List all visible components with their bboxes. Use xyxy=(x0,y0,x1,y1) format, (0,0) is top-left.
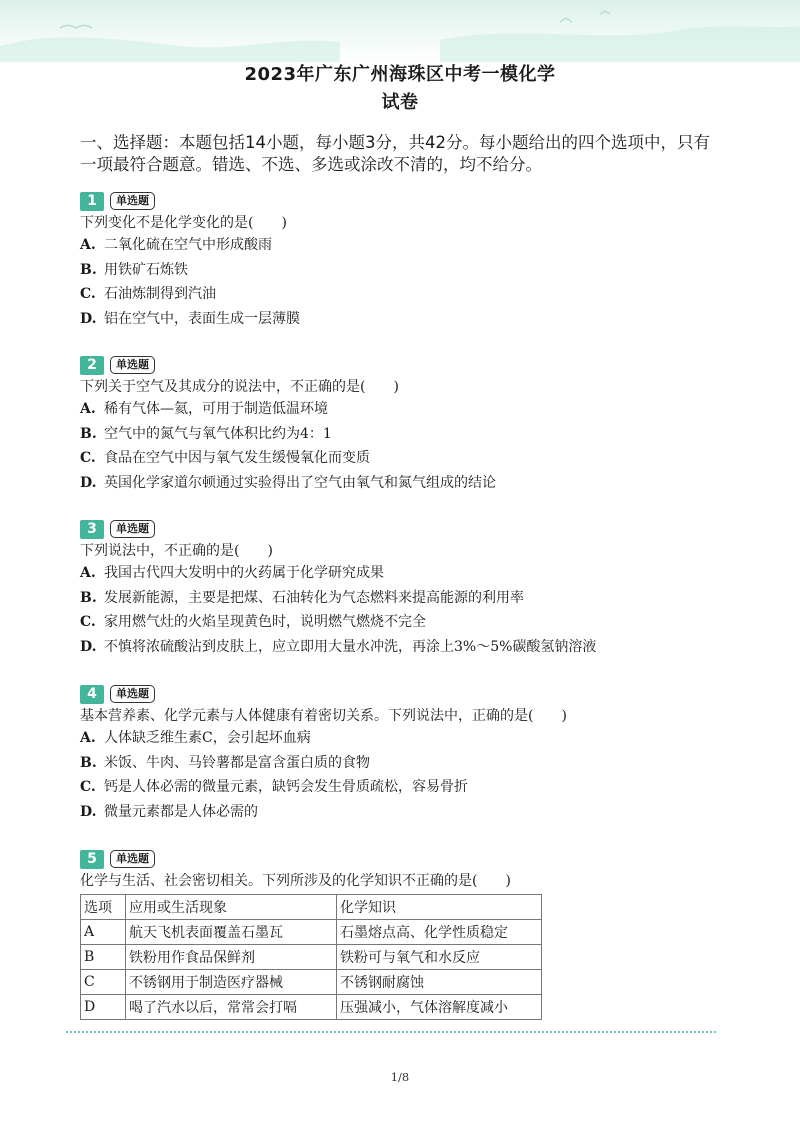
option-letter: A. xyxy=(80,401,96,417)
decorative-banner xyxy=(0,0,800,62)
question-type-tag: 单选题 xyxy=(110,192,155,210)
option-text: 人体缺乏维生素C，会引起坏血病 xyxy=(104,730,311,746)
option-letter: A. xyxy=(80,237,96,253)
question-number-badge: 3 xyxy=(80,520,104,539)
table-cell: 航天飞机表面覆盖石墨瓦 xyxy=(126,920,337,945)
table-row xyxy=(81,945,542,970)
option-c xyxy=(80,610,730,635)
option-text: 石油炼制得到汽油 xyxy=(104,286,216,302)
option-b xyxy=(80,422,730,447)
table-header-cell: 应用或生活现象 xyxy=(126,895,337,920)
option-letter: B. xyxy=(80,754,97,771)
option-text: 二氧化硫在空气中形成酸雨 xyxy=(104,237,272,253)
table-header-cell: 选项 xyxy=(81,895,126,920)
table-cell: A xyxy=(81,920,126,945)
table-cell: 石墨熔点高、化学性质稳定 xyxy=(337,920,542,945)
option-text: 微量元素都是人体必需的 xyxy=(104,803,258,820)
table-row xyxy=(81,920,542,945)
option-letter: B. xyxy=(80,425,97,442)
option-c xyxy=(80,282,730,307)
option-d xyxy=(80,307,730,332)
question-number-badge: 2 xyxy=(80,356,104,375)
question-3 xyxy=(80,518,730,659)
option-text: 空气中的氮气与氧气体积比约为4：1 xyxy=(104,425,332,442)
question-number-badge: 4 xyxy=(80,685,104,704)
option-c xyxy=(80,446,730,471)
question-stem: 下列说法中，不正确的是( ) xyxy=(80,543,273,559)
question-type-tag: 单选题 xyxy=(110,520,155,538)
option-c xyxy=(80,775,730,800)
option-text: 英国化学家道尔顿通过实验得出了空气由氧气和氮气组成的结论 xyxy=(104,474,496,491)
table-cell: 不锈钢用于制造医疗器械 xyxy=(126,970,337,995)
table-row xyxy=(81,995,542,1020)
question-table xyxy=(80,894,542,1020)
option-text: 不慎将浓硫酸沾到皮肤上，应立即用大量水冲洗，再涂上3%～5%碳酸氢钠溶液 xyxy=(104,638,597,655)
question-stem: 下列变化不是化学变化的是( ) xyxy=(80,215,287,231)
table-cell: 铁粉可与氧气和水反应 xyxy=(337,945,542,970)
option-b xyxy=(80,258,730,283)
option-letter: C. xyxy=(80,286,96,302)
option-letter: D. xyxy=(80,474,97,491)
option-a xyxy=(80,397,730,422)
option-letter: A. xyxy=(80,730,96,746)
question-stem: 下列关于空气及其成分的说法中，不正确的是( ) xyxy=(80,379,399,395)
question-type-tag: 单选题 xyxy=(110,850,155,868)
option-a xyxy=(80,561,730,586)
option-a xyxy=(80,233,730,258)
option-text: 食品在空气中因与氧气发生缓慢氧化而变质 xyxy=(104,450,370,466)
question-number-badge: 1 xyxy=(80,192,104,211)
option-b xyxy=(80,586,730,611)
option-b xyxy=(80,751,730,776)
table-cell: D xyxy=(81,995,126,1020)
table-cell: 铁粉用作食品保鲜剂 xyxy=(126,945,337,970)
option-d xyxy=(80,800,730,825)
document-title: 2023年广东广州海珠区中考一模化学 xyxy=(244,64,556,85)
section-instructions: 一、选择题：本题包括14小题，每小题3分，共42分。每小题给出的四个选项中，只有一项最符合题意。错选、不选、多选或涂改不清的，均不给分。 xyxy=(80,133,710,174)
table-header-cell: 化学知识 xyxy=(337,895,542,920)
table-cell: B xyxy=(81,945,126,970)
dotted-divider xyxy=(66,1031,716,1033)
option-d xyxy=(80,471,730,496)
option-a xyxy=(80,726,730,751)
option-letter: D. xyxy=(80,310,97,327)
option-text: 家用燃气灶的火焰呈现黄色时，说明燃气燃烧不完全 xyxy=(104,614,426,630)
question-stem: 基本营养素、化学元素与人体健康有着密切关系。下列说法中，正确的是( ) xyxy=(80,708,567,724)
page-number: 1/8 xyxy=(390,1070,410,1084)
question-type-tag: 单选题 xyxy=(110,356,155,374)
option-text: 稀有气体—氦，可用于制造低温环境 xyxy=(104,401,328,417)
option-letter: C. xyxy=(80,614,96,630)
table-cell: 喝了汽水以后，常常会打嗝 xyxy=(126,995,337,1020)
option-text: 我国古代四大发明中的火药属于化学研究成果 xyxy=(104,565,384,581)
option-text: 用铁矿石炼铁 xyxy=(104,261,188,278)
option-letter: A. xyxy=(80,565,96,581)
table-header-row xyxy=(81,895,542,920)
table-cell: 压强减小，气体溶解度减小 xyxy=(337,995,542,1020)
option-d xyxy=(80,635,730,660)
option-letter: B. xyxy=(80,589,97,606)
question-1 xyxy=(80,190,730,331)
document-title-line2: 试卷 xyxy=(381,92,419,113)
option-text: 发展新能源，主要是把煤、石油转化为气态燃料来提高能源的利用率 xyxy=(104,589,524,606)
table-row xyxy=(81,970,542,995)
question-2 xyxy=(80,354,730,495)
option-letter: D. xyxy=(80,638,97,655)
option-letter: C. xyxy=(80,450,96,466)
option-text: 钙是人体必需的微量元素，缺钙会发生骨质疏松，容易骨折 xyxy=(104,779,468,795)
question-4 xyxy=(80,683,730,824)
option-text: 铝在空气中，表面生成一层薄膜 xyxy=(104,310,300,327)
question-5 xyxy=(80,848,730,1020)
question-number-badge: 5 xyxy=(80,850,104,869)
table-cell: 不锈钢耐腐蚀 xyxy=(337,970,542,995)
option-text: 米饭、牛肉、马铃薯都是富含蛋白质的食物 xyxy=(104,754,370,771)
option-letter: C. xyxy=(80,779,96,795)
question-type-tag: 单选题 xyxy=(110,685,155,703)
table-cell: C xyxy=(81,970,126,995)
option-letter: D. xyxy=(80,803,97,820)
question-stem: 化学与生活、社会密切相关。下列所涉及的化学知识不正确的是( ) xyxy=(80,873,511,889)
option-letter: B. xyxy=(80,261,97,278)
